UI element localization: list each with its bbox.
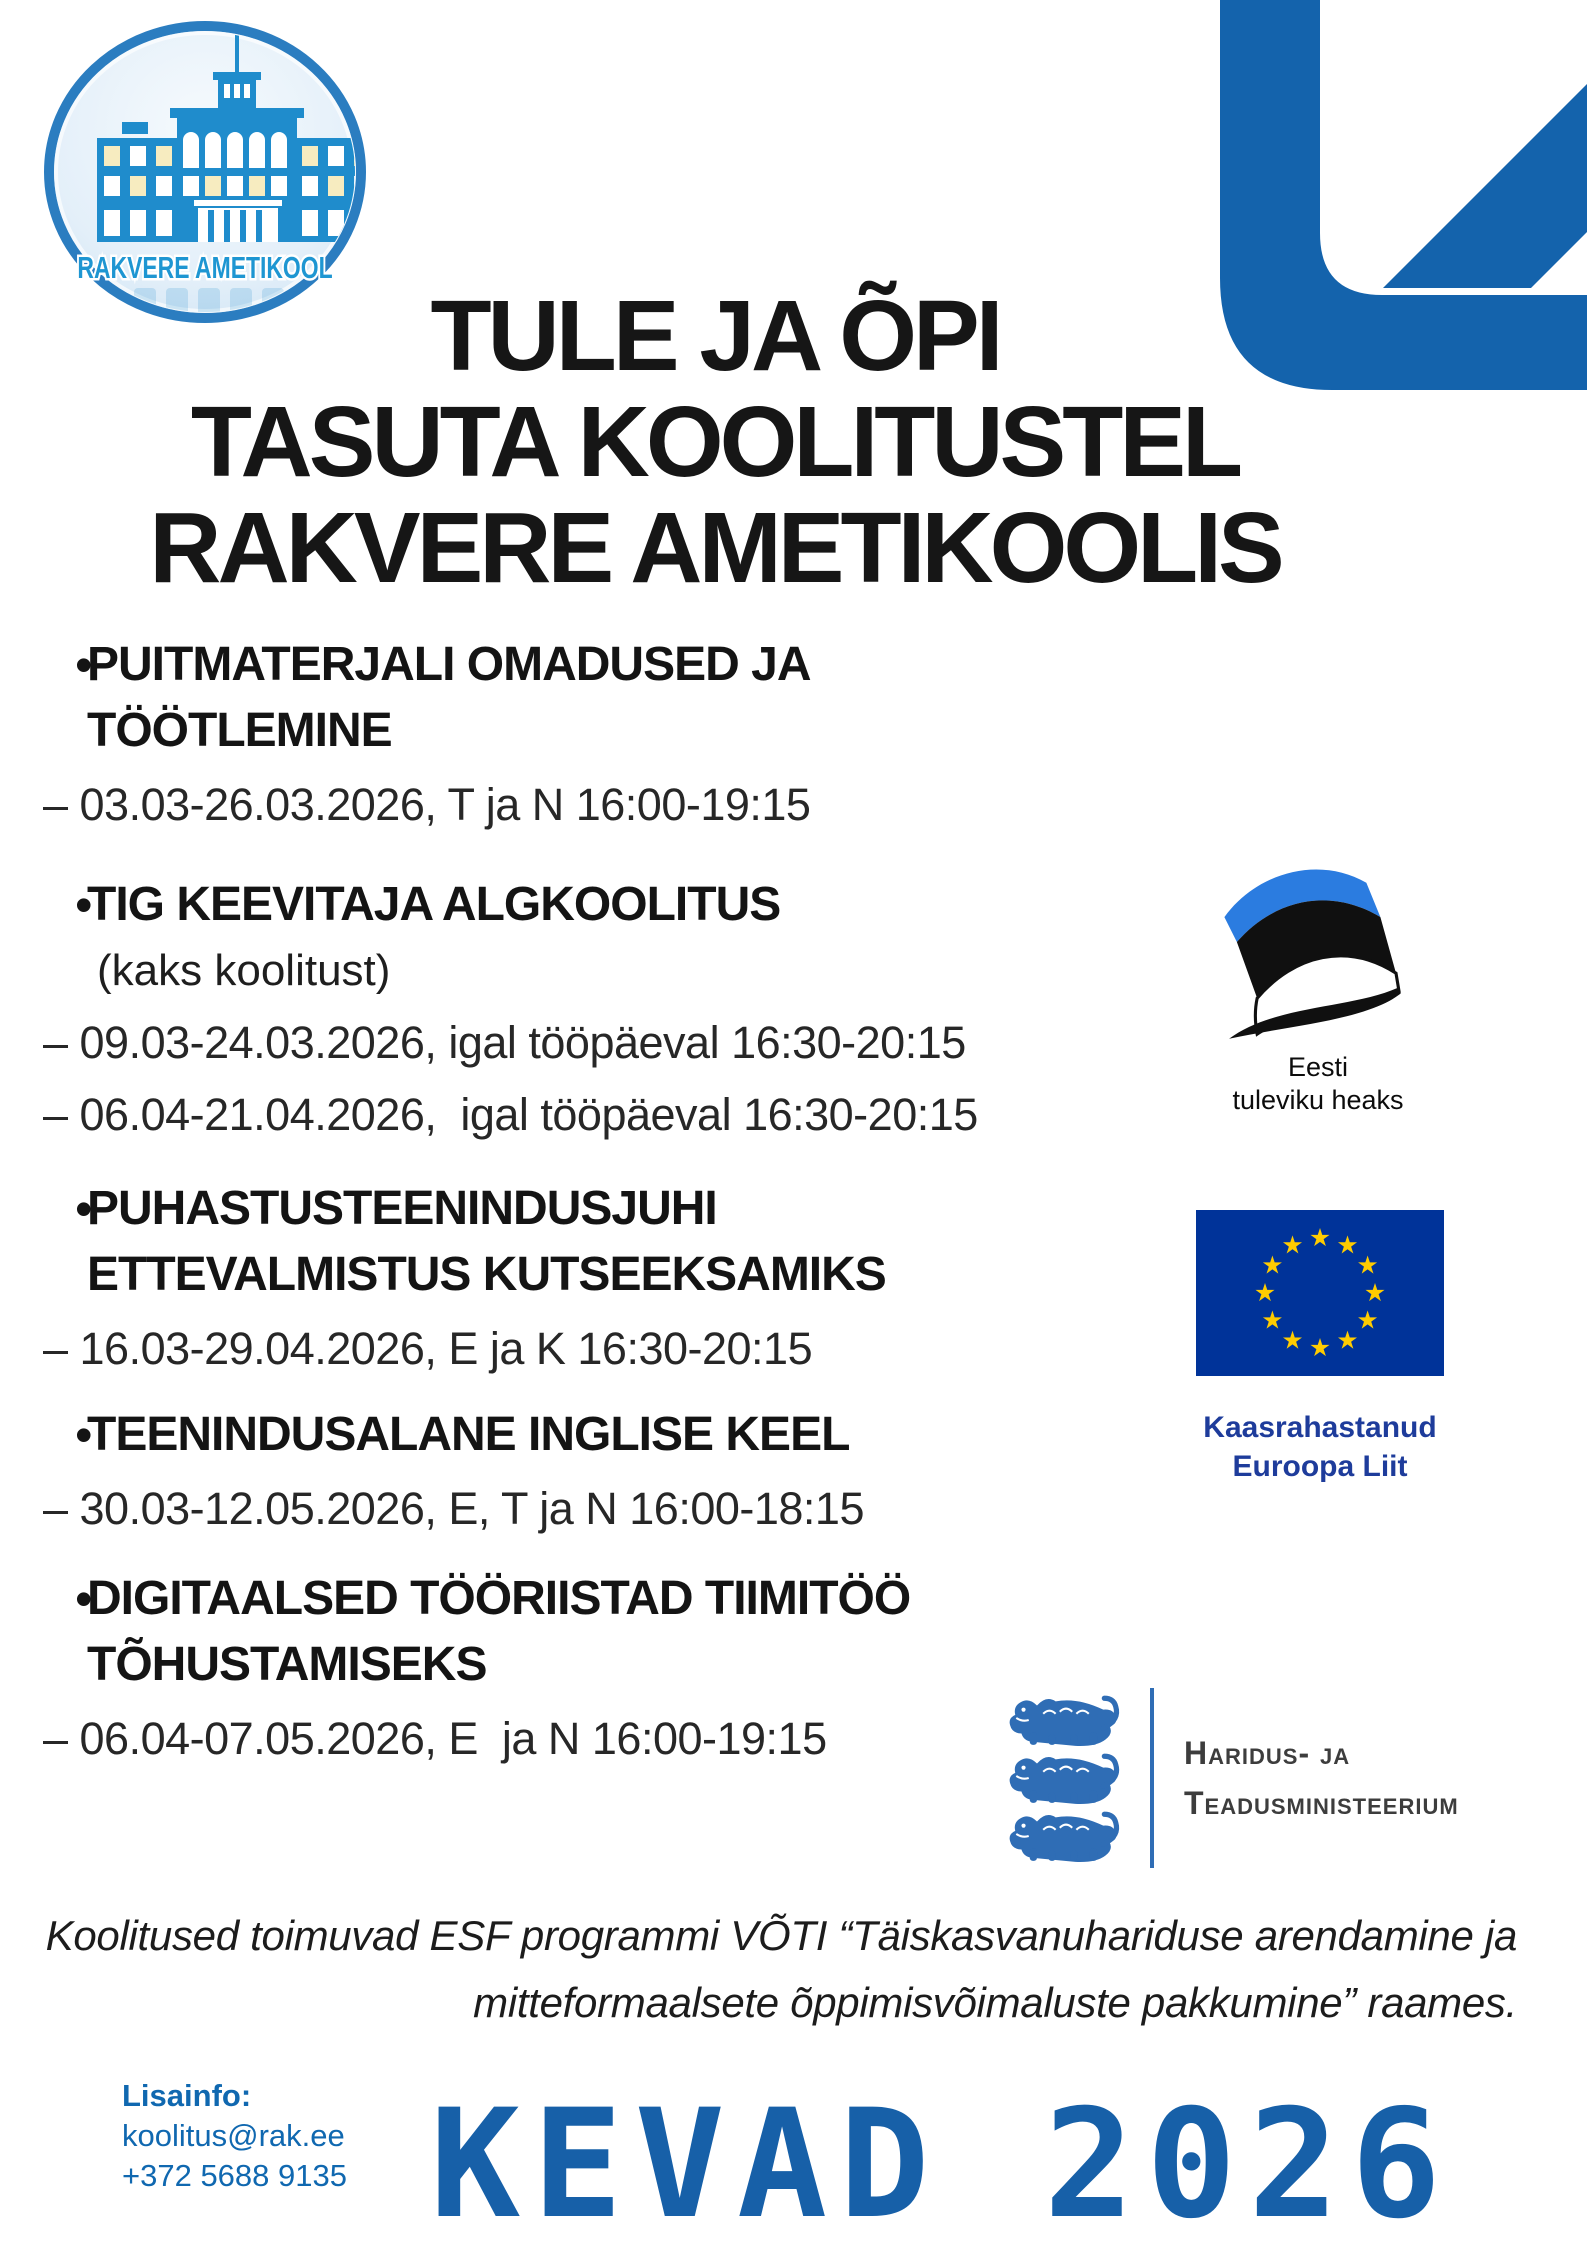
bullet-icon: • bbox=[75, 637, 93, 693]
course-title-line: ETTEVALMISTUS KUTSEEKSAMIKS bbox=[87, 1248, 886, 1301]
contact-phone: +372 5688 9135 bbox=[122, 2158, 347, 2193]
course-title-line: TIG KEEVITAJA ALGKOOLITUS bbox=[87, 878, 781, 931]
course-subtitle: (kaks koolitust) bbox=[97, 946, 391, 995]
course-date: – 30.03-12.05.2026, E, T ja N 16:00-18:15 bbox=[43, 1483, 864, 1534]
eu-flag-logo-block bbox=[1172, 1210, 1468, 1486]
ministry-divider bbox=[1150, 1688, 1154, 1868]
esf-program-note bbox=[0, 1902, 1517, 2036]
contact-label: Lisainfo: bbox=[122, 2078, 252, 2113]
title-line-3: RAKVERE AMETIKOOLIS bbox=[149, 492, 1281, 604]
estonia-caption-line-1: Eesti bbox=[1287, 1052, 1349, 1082]
bullet-icon: • bbox=[75, 1181, 93, 1237]
course-date: – 09.03-24.03.2026, igal tööpäeval 16:30-20:15 bbox=[43, 1017, 966, 1068]
estonia-caption-line-2: tuleviku heaks bbox=[1232, 1085, 1404, 1115]
course-item-digitaalsed-tooriistad bbox=[43, 1566, 1143, 1770]
ministry-caption-line-1: Haridus- ja bbox=[1184, 1735, 1351, 1771]
course-date: – 16.03-29.04.2026, E ja K 16:30-20:15 bbox=[43, 1323, 813, 1374]
bullet-icon: • bbox=[75, 1407, 93, 1463]
eu-caption-line-2: Euroopa Liit bbox=[1232, 1450, 1408, 1483]
eu-flag-icon bbox=[1196, 1210, 1444, 1376]
course-title-line: TEENINDUSALANE INGLISE KEEL bbox=[87, 1408, 850, 1461]
course-date: – 06.04-07.05.2026, E ja N 16:00-19:15 bbox=[43, 1713, 827, 1764]
course-title-line: TÕHUSTAMISEKS bbox=[87, 1638, 487, 1691]
estonia-sail-icon bbox=[1183, 850, 1453, 1045]
course-title-line: PUITMATERJALI OMADUSED JA bbox=[87, 638, 811, 691]
title-line-2: TASUTA KOOLITUSTEL bbox=[190, 386, 1240, 498]
course-title-line: PUHASTUSTEENINDUSJUHI bbox=[87, 1182, 717, 1235]
course-item-puitmaterjali bbox=[43, 632, 1143, 836]
course-date: – 03.03-26.03.2026, T ja N 16:00-19:15 bbox=[43, 779, 811, 830]
bullet-icon: • bbox=[75, 1571, 93, 1627]
estonia-sail-logo-block bbox=[1160, 850, 1476, 1117]
contact-email: koolitus@rak.ee bbox=[122, 2118, 345, 2153]
course-item-puhastusteenindusjuhi bbox=[43, 1176, 1143, 1380]
contact-block bbox=[122, 2076, 347, 2196]
poster-title bbox=[0, 280, 1430, 604]
course-item-inglise-keel bbox=[43, 1402, 1143, 1540]
title-line-1: TULE JA ÕPI bbox=[430, 280, 1000, 392]
esf-note-line-1: Koolitused toimuvad ESF programmi VÕTI “Täiskasvanuhariduse arendamine ja bbox=[45, 1912, 1517, 1959]
course-date: – 06.04-21.04.2026, igal tööpäeval 16:30-20:15 bbox=[43, 1089, 978, 1140]
course-title-line: DIGITAALSED TÖÖRIISTAD TIIMITÖÖ bbox=[87, 1572, 911, 1625]
three-lions-icon bbox=[1008, 1693, 1124, 1863]
course-title-line: TÖÖTLEMINE bbox=[87, 704, 392, 757]
esf-note-line-2: mitteformaalsete õppimisvõimaluste pakkumine” raames. bbox=[473, 1979, 1517, 2026]
course-item-tig-keevitaja bbox=[43, 872, 1143, 1146]
ministry-caption-line-2: Teadusministeerium bbox=[1184, 1785, 1459, 1821]
logo-school-name: RAKVERE AMETIKOOL bbox=[77, 249, 333, 285]
ministry-logo-block bbox=[1008, 1688, 1459, 1868]
eu-caption-line-1: Kaasrahastanud bbox=[1203, 1411, 1437, 1444]
bullet-icon: • bbox=[75, 877, 93, 933]
season-wordmark: KEVAD 2026 bbox=[430, 2078, 1454, 2252]
